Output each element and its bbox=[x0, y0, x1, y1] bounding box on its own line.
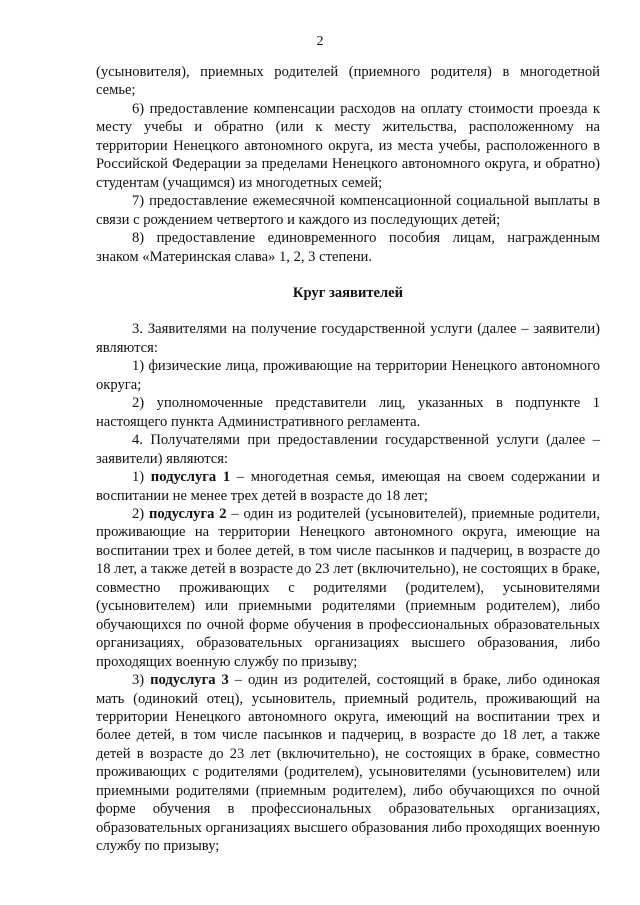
subservice-label: подуслуга 3 bbox=[150, 672, 229, 689]
paragraph-clause-3-2: 2) уполномоченные представители лиц, указанных в подпункте 1 настоящего пункта Административного регламента. bbox=[96, 395, 600, 430]
paragraph-subservice-3 bbox=[96, 671, 600, 856]
paragraph-subservice-2 bbox=[96, 505, 600, 671]
paragraph-clause-4: 4. Получателями при предоставлении государственной услуги (далее – заявители) являются: bbox=[96, 432, 600, 467]
subservice-label: подуслуга 2 bbox=[149, 505, 227, 522]
spacer bbox=[96, 302, 600, 320]
document-body bbox=[96, 63, 600, 856]
item-prefix: 1) bbox=[132, 469, 151, 486]
paragraph-clause-3-1: 1) физические лица, проживающие на территории Ненецкого автономного округа; bbox=[96, 358, 600, 393]
spacer bbox=[96, 266, 600, 284]
paragraph-item-8: 8) предоставление единовременного пособия лицам, награжденным знаком «Материнская слава» 1, 2, 3 степени. bbox=[96, 230, 600, 265]
paragraph-clause-3: 3. Заявителями на получение государственной услуги (далее – заявители) являются: bbox=[96, 321, 600, 356]
paragraph-item-7: 7) предоставление ежемесячной компенсационной социальной выплаты в связи с рождением четвертого и каждого из последующих детей; bbox=[96, 193, 600, 228]
item-prefix: 2) bbox=[132, 505, 149, 522]
item-prefix: 3) bbox=[132, 672, 151, 689]
item-text: – один из родителей (усыновителей), приемные родители, проживающие на территории Ненецкого автономного округа, имеющие на воспитании трех и более детей, в том числе пасынков и падчериц, в возрасте до 18 лет, а также детей в возрасте до 23 лет (включительно), не состоящих в браке, совместно проживающих с родителями (родителем), усыновителями (усыновителем) или приемными родителями (приемным родителем), либо обучающихся по очной форме обучения в профессиональных образовательных организациях, образовательных организациях высшего образования, либо проходящих военную службу по призыву; bbox=[96, 505, 600, 670]
section-heading: Круг заявителей bbox=[292, 284, 404, 301]
item-text: – многодетная семья, имеющая на своем содержании и воспитании не менее трех детей в возрасте до 18 лет; bbox=[96, 469, 600, 504]
item-text: – один из родителей, состоящий в браке, либо одинокая мать (одинокий отец), усыновитель, приемный родитель, проживающий на территории Ненецкого автономного округа, имеющий на воспитании трех и более детей, в том числе пасынков и падчериц, в возрасте до 18 лет, а также детей в возрасте до 23 лет (включительно), не состоящих в браке, совместно проживающих с родителями (родителем), усыновителями (усыновителем) или приемными родителями (приемным родителем), либо обучающихся по очной форме обучения в профессиональных образовательных организациях, образовательных организациях высшего образования либо проходящих военную службу по призыву; bbox=[96, 672, 600, 855]
subservice-label: подуслуга 1 bbox=[150, 469, 231, 486]
paragraph-continuation: (усыновителя), приемных родителей (приемного родителя) в многодетной семье; bbox=[96, 64, 600, 99]
paragraph-subservice-1 bbox=[96, 468, 600, 505]
page-number: 2 bbox=[316, 34, 324, 49]
paragraph-item-6: 6) предоставление компенсации расходов на оплату стоимости проезда к месту учебы и обратно (или к месту жительства, расположенному на территории Ненецкого автономного округа, из места учебы, расположенного в Российской Федерации за пределами Ненецкого автономного округа, и обратно) студентам (учащимся) из многодетных семей; bbox=[96, 100, 600, 191]
